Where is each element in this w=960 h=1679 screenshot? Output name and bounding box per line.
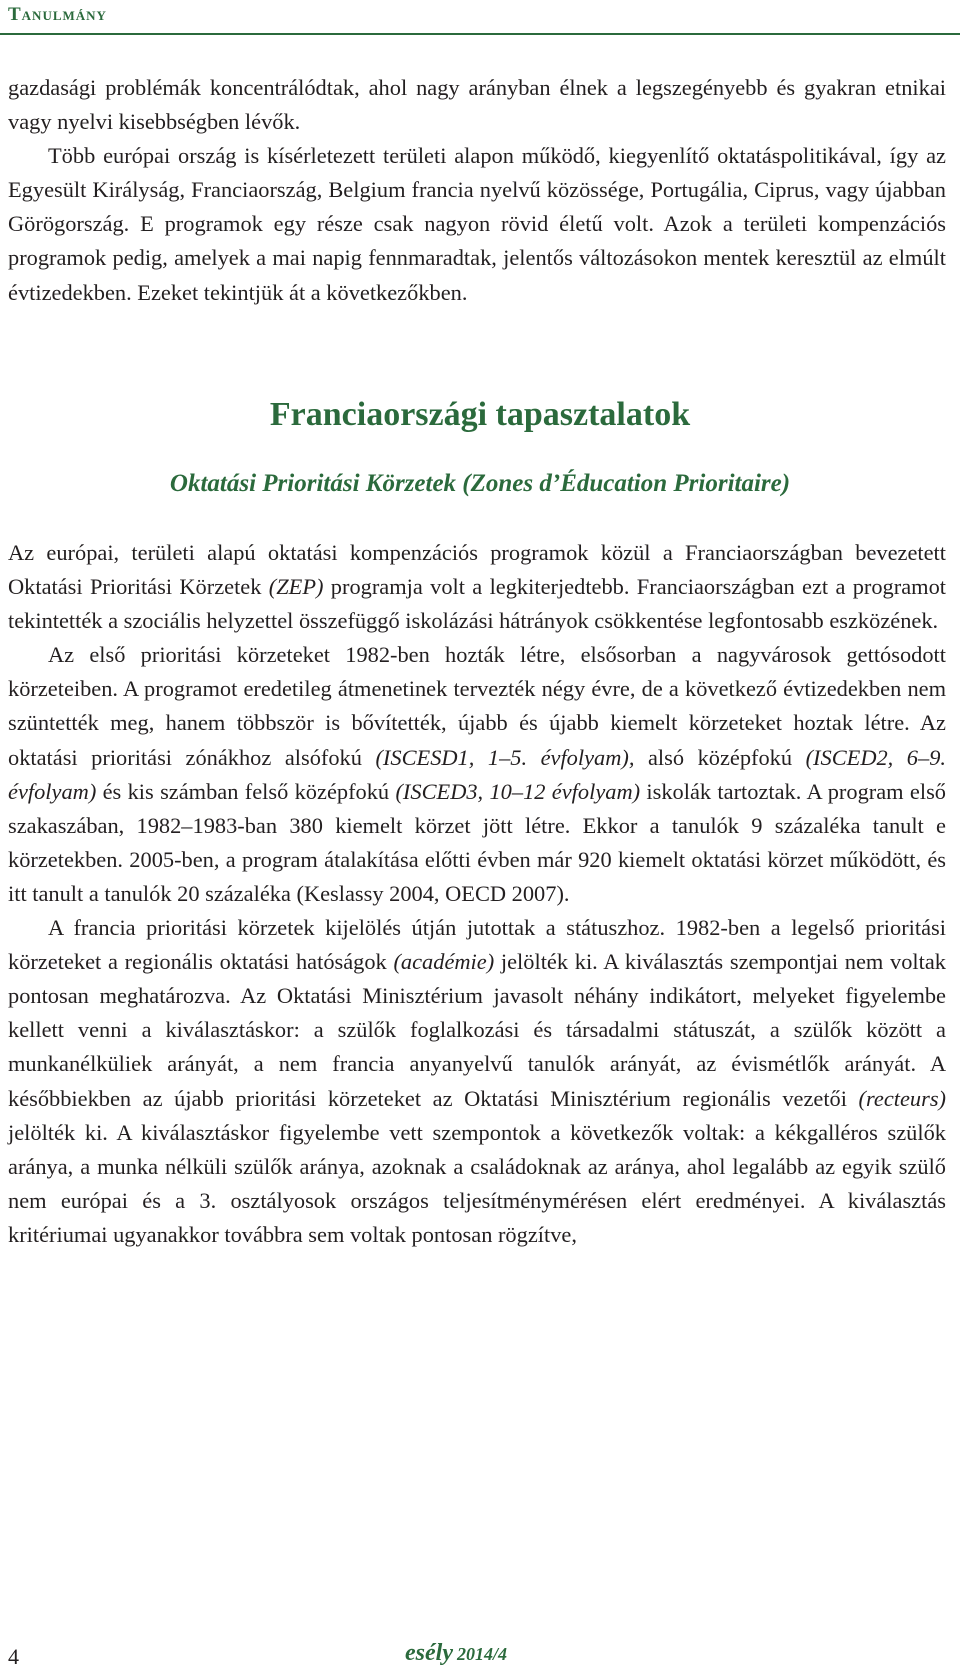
section-subheading: Oktatási Prioritási Körzetek (Zones d’Éducation Prioritaire) [169, 470, 791, 497]
text-run: jelölték ki. A kiválasztáskor figyelembe vett szempontok a következők voltak: a kékgalléros szülők aránya, a munka nélküli szülők aránya, azoknak a családoknak az aránya, ahol legalább az egyik szülő nem európai és a 3. osztályosok országos teljesítménymérésen elért eredményei. A kiválasztás kritériumai ugyanakkor továbbra sem voltak pontosan rögzítve, [8, 1119, 946, 1247]
page-number: 4 [8, 1644, 19, 1669]
journal-name: esély [405, 1640, 453, 1666]
paragraph [8, 638, 946, 911]
text-run: Az első prioritási körzeteket 1982-ben hozták létre, elsősorban a nagyvárosok gettósodott körzeteiben. A programot eredetileg átmenetinek tervezték négy évre, de a következő évtizedekben nem szüntették meg, hanem többször is bővítették, újabb és újabb kiemelt körzeteket hoztak létre. Az oktatási prioritási zónákhoz alsófokú [8, 642, 946, 770]
paragraph [8, 536, 946, 638]
paragraph [8, 139, 946, 309]
text-run: jelölték ki. A kiválasztás szempontjai nem voltak pontosan meghatározva. Az Oktatási Minisztérium javasolt néhány indikátort, melyeket figyelembe kellett venni a kiválasztáskor: a szülők foglalkozási és társadalmi státuszát, a szülők között a munkanélküliek arányát, a nem francia anyanyelvű tanulók arányát, az évismétlők arányát. A későbbiekben az újabb prioritási körzeteket az Oktatási Minisztérium regionális vezetői [8, 949, 946, 1111]
text-run: Az európai, területi alapú oktatási kompenzációs programok közül a Franciaországban bevezetett Oktatási Prioritási Körzetek [8, 540, 946, 600]
italic-text: (académie) [393, 949, 495, 975]
body-text-main [8, 536, 946, 1252]
text-run: alsó középfokú [634, 744, 806, 770]
text-run: Több európai ország is kísérletezett területi alapon működő, kiegyenlítő oktatáspolitikával, így az Egyesült Királyság, Franciaország, Belgium francia nyelvű közössége, Portugália, Ciprus, vagy újabban Görögország. E programok egy része csak nagyon rövid életű volt. Azok a területi kompenzációs programok pedig, amelyek a mai napig fennmaradtak, jelentős változásokon mentek keresztül az elmúlt évtizedekben. Ezeket tekintjük át a következőkben. [8, 143, 946, 305]
italic-text: (ISCED3, 10–12 évfolyam) [395, 778, 641, 804]
text-run: programja volt a legkiterjedtebb. Franciaországban ezt a programot tekintették a szociális helyzettel összefüggő iskolázási hátrányok csökkentése legfontosabb eszközének. [8, 574, 946, 634]
body-text-top [8, 71, 946, 310]
journal-issue: 2014/4 [456, 1644, 507, 1664]
italic-text: (ISCESD1, 1–5. évfolyam), [375, 744, 635, 770]
paragraph [8, 71, 946, 139]
italic-text: (recteurs) [858, 1085, 946, 1111]
section-heading: Franciaországi tapasztalatok [269, 396, 691, 433]
italic-text: (ISCED2, 6–9. évfolyam) [8, 744, 946, 804]
text-run: A francia prioritási körzetek kijelölés útján jutottak a státuszhoz. 1982-ben a legelső prioritási körzeteket a regionális oktatási hatóságok [8, 915, 946, 975]
journal-footer [405, 1640, 507, 1667]
header-rule [0, 33, 960, 35]
paragraph [8, 911, 946, 1252]
italic-text: (ZEP) [268, 574, 324, 600]
text-run: és kis számban felső középfokú [96, 778, 396, 804]
text-run: gazdasági problémák koncentrálódtak, ahol nagy arányban élnek a legszegényebb és gyakran etnikai vagy nyelvi kisebbségben lévők. [8, 75, 946, 135]
section-label: Tanulmány [8, 4, 107, 25]
text-run: iskolák tartoztak. A program első szakaszában, 1982–1983-ban 380 kiemelt körzet jött létre. Ekkor a tanulók 9 százaléka tanult e körzetekben. 2005-ben, a program átalakítása előtti évben már 920 kiemelt oktatási körzet működött, és itt tanult a tanulók 20 százaléka (Keslassy 2004, OECD 2007). [8, 778, 946, 906]
